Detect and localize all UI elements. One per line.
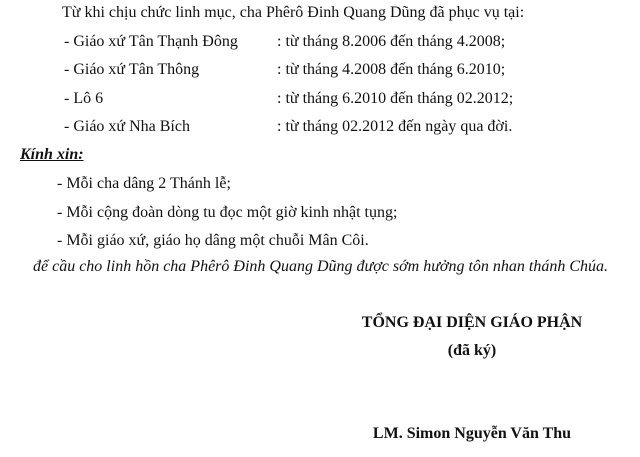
signature-signed-note: (đã ký) [447,342,497,359]
kinh-xin-heading: Kính xin: [20,146,84,163]
intro-text: Từ khi chịu chức linh mục, cha Phêrô Đinh Quang Dũng đã phục vụ tại: [62,4,525,21]
assignment-place: - Lô 6 [64,90,104,107]
purpose-text: để cầu cho linh hồn cha Phêrô Đinh Quang Dũng được sớm hưởng tôn nhan thánh Chúa. [33,258,609,275]
assignment-place: - Giáo xứ Tân Thông [64,61,200,78]
assignment-row [64,117,190,137]
assignment-time: : từ tháng 6.2010 đến tháng 02.2012; [277,90,514,107]
request-item: - Mỗi giáo xứ, giáo họ dâng một chuỗi Mân Côi. [57,232,369,249]
assignment-row [64,89,103,109]
assignment-time: : từ tháng 02.2012 đến ngày qua đời. [277,118,513,135]
request-item: - Mỗi cộng đoàn dòng tu đọc một giờ kinh nhật tụng; [57,204,398,221]
assignment-row [64,60,199,80]
assignment-place: - Giáo xứ Nha Bích [64,118,190,135]
signature-name: LM. Simon Nguyễn Văn Thu [372,425,572,442]
assignment-row [64,32,238,52]
assignment-time: : từ tháng 8.2006 đến tháng 4.2008; [277,33,506,50]
assignment-time: : từ tháng 4.2008 đến tháng 6.2010; [277,61,506,78]
assignment-place: - Giáo xứ Tân Thạnh Đông [64,33,238,50]
signature-title: TỔNG ĐẠI DIỆN GIÁO PHẬN [361,314,583,331]
request-item: - Mỗi cha dâng 2 Thánh lễ; [57,175,231,192]
